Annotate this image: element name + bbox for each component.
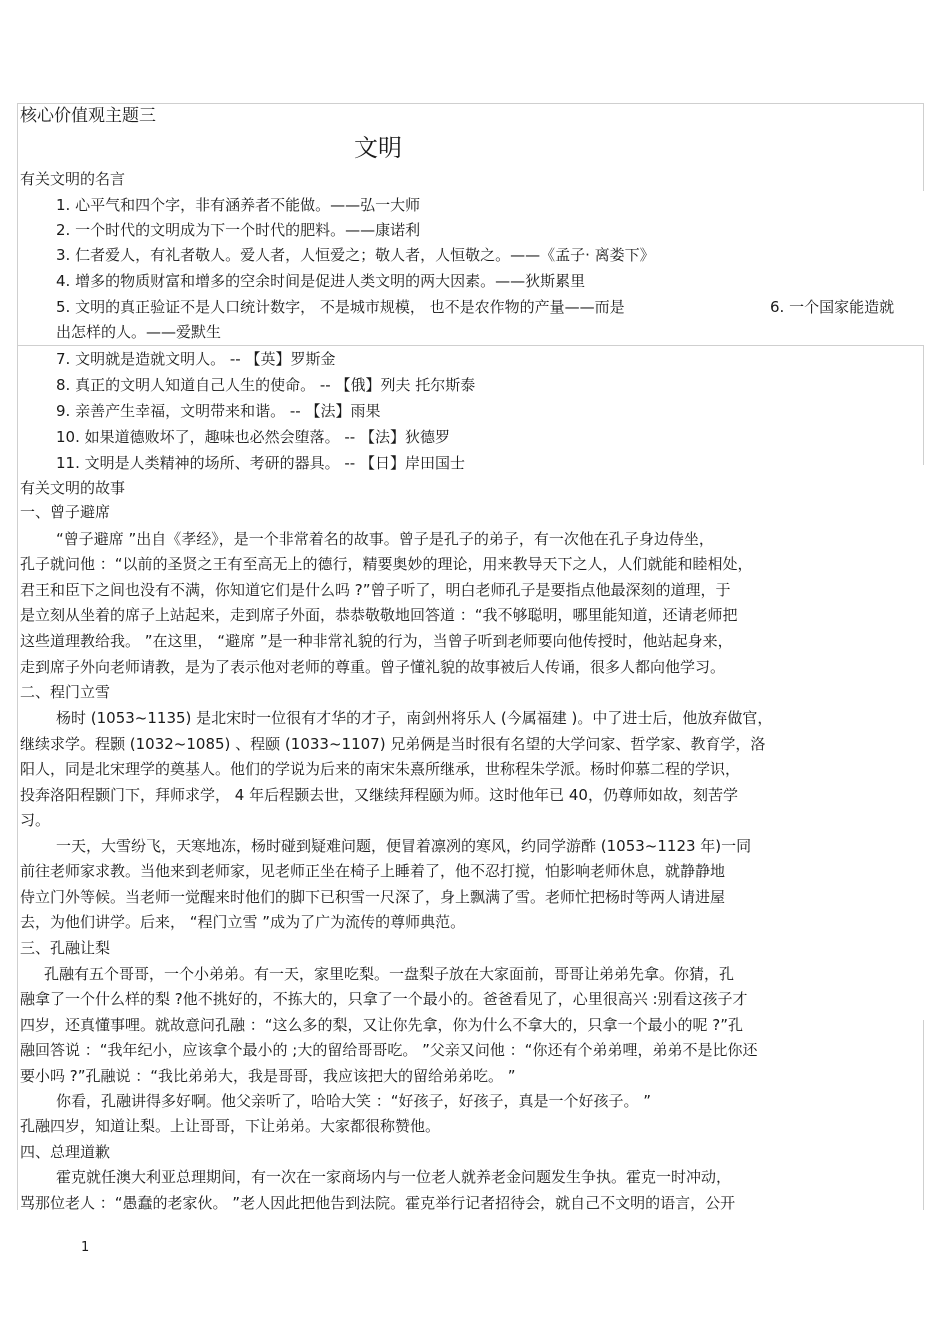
stories-heading: 有关文明的故事 bbox=[20, 479, 126, 497]
story-line: 孔融有五个哥哥，一个小弟弟。有一天，家里吃梨。一盘梨子放在大家面前，哥哥让弟弟先拿。你猜，孔 bbox=[44, 965, 735, 983]
story-line: 霍克就任澳大利亚总理期间，有一次在一家商场内与一位老人就养老金问题发生争执。霍克一时冲动， bbox=[56, 1168, 732, 1186]
page-number: 1 bbox=[81, 1240, 90, 1255]
story-line: 骂那位老人 ：“愚蠢的老家伙。 ”老人因此把他告到法院。霍克举行记者招待会，就自己不文明的语言，公开 bbox=[20, 1194, 736, 1212]
story-line: 君王和臣下之间也没有不满，你知道它们是什么吗 ?”曾子听了，明白老师孔子是要指点他最深刻的道理，于 bbox=[20, 581, 731, 599]
story-heading: 二、程门立雪 bbox=[20, 683, 111, 701]
story-line: 前往老师家求教。当他来到老师家，见老师正坐在椅子上睡着了，他不忍打搅，怕影响老师休息，就静静地 bbox=[20, 862, 726, 880]
story-line: 杨时 (1053~1135) 是北宋时一位很有才华的才子，南剑州将乐人 (今属福建 )。中了进士后，他放弃做官， bbox=[56, 709, 773, 727]
frame-line-right-bottom bbox=[923, 1020, 924, 1210]
story-line: 走到席子外向老师请教，是为了表示他对老师的尊重。曾子懂礼貌的故事被后人传诵，很多人都向他学习。 bbox=[20, 658, 726, 676]
story-line: 投奔洛阳程颢门下，拜师求学， 4 年后程颢去世，又继续拜程颐为师。这时他年已 40，仍尊师如故，刻苦学 bbox=[20, 786, 738, 804]
story-line: 孔融四岁，知道让梨。上让哥哥，下让弟弟。大家都很称赞他。 bbox=[20, 1117, 441, 1135]
story-line: 孔子就问他 ：“以前的圣贤之王有至高无上的德行，精要奥妙的理论，用来教导天下之人，人们就能和睦相处， bbox=[20, 555, 753, 573]
story-line: 一天，大雪纷飞，天寒地冻，杨时碰到疑难问题，便冒着凛冽的寒风，约同学游酢 (1053~1123 年)一同 bbox=[56, 837, 752, 855]
story-line: 这些道理教给我。 ”在这里， “避席 ”是一种非常礼貌的行为，当曾子听到老师要向他传授时，他站起身来， bbox=[20, 632, 733, 650]
story-line: 习。 bbox=[20, 811, 51, 829]
frame-line-right-top bbox=[923, 103, 924, 191]
story-heading: 四、总理道歉 bbox=[20, 1143, 111, 1161]
story-line: 阳人，同是北宋理学的奠基人。他们的学说为后来的南宋朱熹所继承，世称程朱学派。杨时仰慕二程的学识， bbox=[20, 760, 741, 778]
quote-line: 11. 文明是人类精神的场所、考研的器具。 -- 【日】岸田国士 bbox=[56, 454, 465, 472]
story-line: 融拿了一个什么样的梨 ?他不挑好的，不拣大的，只拿了一个最小的。爸爸看见了，心里很高兴 :别看这孩子才 bbox=[20, 990, 748, 1008]
quote-line: 10. 如果道德败坏了，趣味也必然会堕落。 -- 【法】狄德罗 bbox=[56, 428, 450, 446]
frame-line-right-mid bbox=[923, 345, 924, 465]
quote-line: 6. 一个国家能造就 bbox=[770, 298, 895, 316]
story-line: 侍立门外等候。当老师一觉醒来时他们的脚下已积雪一尺深了，身上飘满了雪。老师忙把杨时等两人请进屋 bbox=[20, 888, 726, 906]
story-line: 融回答说 ：“我年纪小，应该拿个最小的 ;大的留给哥哥吃。 ”父亲又问他 ：“你还有个弟弟哩，弟弟不是比你还 bbox=[20, 1041, 758, 1059]
story-line: 去，为他们讲学。后来， “程门立雪 ”成为了广为流传的尊师典范。 bbox=[20, 913, 466, 931]
frame-line-mid bbox=[17, 345, 924, 346]
quote-line: 1. 心平气和四个字，非有涵养者不能做。——弘一大师 bbox=[56, 196, 421, 214]
quote-line: 9. 亲善产生幸福，文明带来和谐。 -- 【法】雨果 bbox=[56, 402, 381, 420]
topic-label: 核心价值观主题三 bbox=[20, 106, 156, 126]
page-title: 文明 bbox=[354, 134, 402, 162]
story-heading: 三、孔融让梨 bbox=[20, 939, 111, 957]
story-line: “曾子避席 ”出自《孝经》，是一个非常着名的故事。曾子是孔子的弟子，有一次他在孔子身边侍坐， bbox=[56, 530, 714, 548]
story-line: 四岁，还真懂事哩。就故意问孔融 ：“这么多的梨，又让你先拿，你为什么不拿大的，只拿一个最小的呢 ?”孔 bbox=[20, 1016, 744, 1034]
quote-line: 4. 增多的物质财富和增多的空余时间是促进人类文明的两大因素。——狄斯累里 bbox=[56, 272, 586, 290]
quote-line: 2. 一个时代的文明成为下一个时代的肥料。——康诺利 bbox=[56, 221, 421, 239]
quotes-heading: 有关文明的名言 bbox=[20, 170, 126, 188]
story-line: 你看，孔融讲得多好啊。他父亲听了，哈哈大笑 ：“好孩子，好孩子，真是一个好孩子。 ” bbox=[56, 1092, 652, 1110]
quote-line: 8. 真正的文明人知道自己人生的使命。 -- 【俄】列夫 托尔斯泰 bbox=[56, 376, 476, 394]
story-line: 要小吗 ?”孔融说 ：“我比弟弟大，我是哥哥，我应该把大的留给弟弟吃。 ” bbox=[20, 1067, 516, 1085]
quote-line: 7. 文明就是造就文明人。 -- 【英】罗斯金 bbox=[56, 350, 336, 368]
story-line: 是立刻从坐着的席子上站起来，走到席子外面，恭恭敬敬地回答道 ：“我不够聪明，哪里能知道，还请老师把 bbox=[20, 606, 738, 624]
frame-line-left bbox=[17, 103, 18, 1210]
quote-line: 3. 仁者爱人，有礼者敬人。爱人者，人恒爱之；敬人者，人恒敬之。——《孟子· 离娄下》 bbox=[56, 246, 655, 264]
quote-line: 出怎样的人。——爱默生 bbox=[56, 323, 222, 341]
story-heading: 一、曾子避席 bbox=[20, 503, 111, 521]
frame-line-top bbox=[17, 103, 924, 104]
story-line: 继续求学。程颢 (1032~1085) 、程颐 (1033~1107) 兄弟俩是当时很有名望的大学问家、哲学家、教育学，洛 bbox=[20, 735, 766, 753]
quote-line: 5. 文明的真正验证不是人口统计数字， 不是城市规模， 也不是农作物的产量——而是 bbox=[56, 298, 625, 316]
